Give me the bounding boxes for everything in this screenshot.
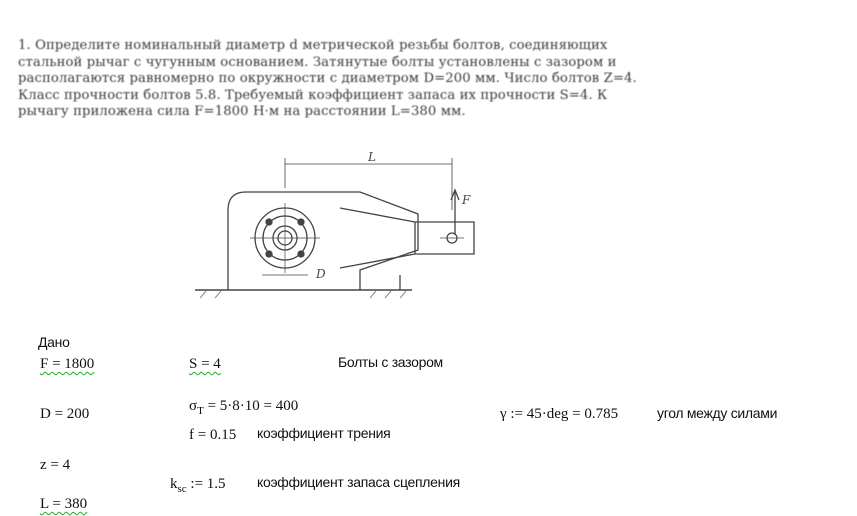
sigma-value: = 5·8·10 = 400	[203, 398, 299, 414]
given-F[interactable]: F = 1800	[40, 356, 95, 372]
sigma-T-expr[interactable]	[189, 398, 298, 417]
ksc-symbol: k	[170, 476, 178, 492]
ksc-expr[interactable]	[170, 476, 226, 495]
lever-diagram	[190, 150, 490, 300]
friction-expr[interactable]: f = 0.15	[189, 427, 237, 443]
given-heading: Дано	[38, 334, 70, 350]
ksc-value: := 1.5	[186, 476, 226, 492]
ksc-note: коэффициент запаса сцепления	[257, 474, 460, 490]
problem-line-2: стальной рычаг с чугунным основанием. Затянутые болты установлены с зазором и	[18, 54, 617, 70]
given-L[interactable]: L = 380	[40, 496, 88, 512]
bolts-note: Болты с зазором	[338, 354, 443, 370]
problem-line-1: 1. Определите номинальный диаметр d метрической резьбы болтов, соединяющих	[18, 38, 608, 53]
given-D[interactable]: D = 200	[40, 406, 90, 422]
gamma-note: угол между силами	[657, 405, 778, 421]
sigma-symbol: σ	[189, 398, 198, 414]
given-z[interactable]: z = 4	[40, 457, 71, 473]
problem-line-5: рычагу приложена сила F=1800 Н·м на расстоянии L=380 мм.	[18, 104, 466, 119]
figure-label-L: L	[368, 150, 376, 164]
ksc-subscript: sc	[177, 483, 187, 495]
problem-line-3: располагаются равномерно по окружности с диаметром D=200 мм. Число болтов Z=4.	[18, 71, 637, 86]
problem-line-4: Класс прочности болтов 5.8. Требуемый коэффициент запаса их прочности S=4. К	[18, 87, 608, 103]
figure-label-F: F	[462, 193, 471, 207]
given-S[interactable]: S = 4	[189, 356, 221, 372]
sigma-subscript: T	[197, 405, 204, 417]
gamma-expr[interactable]: γ := 45·deg = 0.785	[500, 406, 619, 422]
problem-statement	[18, 38, 658, 121]
figure-label-D: D	[316, 267, 326, 281]
friction-note: коэффициент трения	[257, 425, 391, 441]
